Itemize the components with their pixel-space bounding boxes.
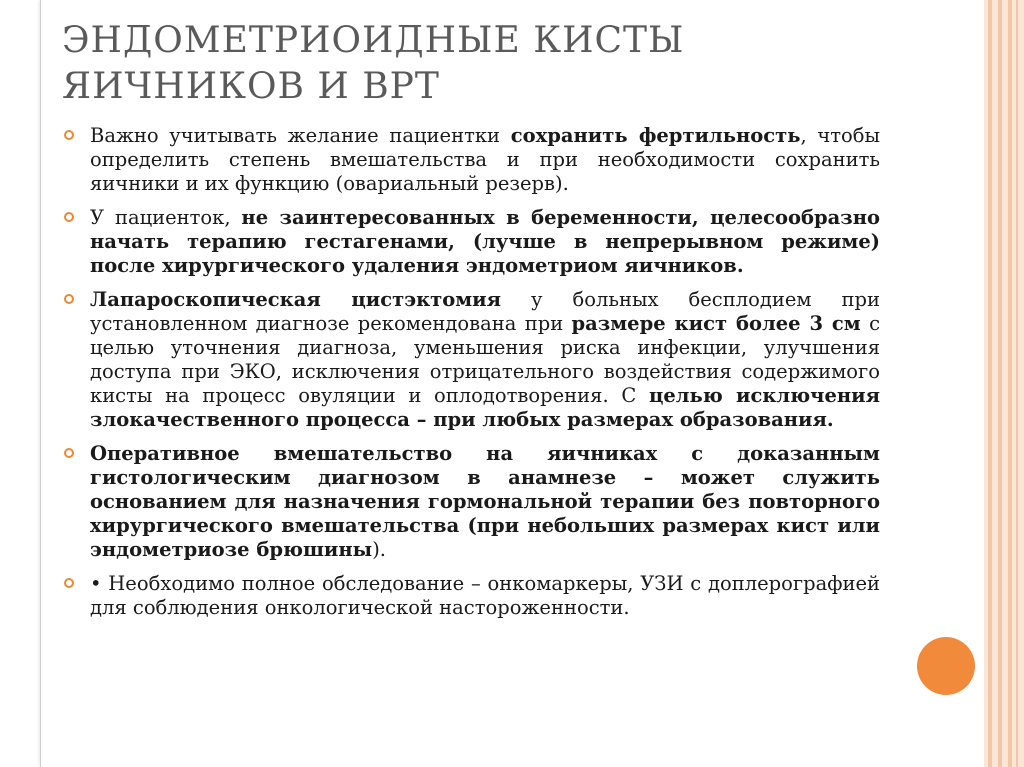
stripe bbox=[1016, 0, 1018, 767]
item-text: ). bbox=[372, 538, 387, 561]
stripe bbox=[998, 0, 1002, 767]
slide-title: ЭНДОМЕТРИОИДНЫЕ КИСТЫ ЯИЧНИКОВ И ВРТ bbox=[62, 20, 685, 107]
bullet-icon bbox=[64, 212, 74, 222]
item-text: , чтобы определить степень вмешательства и при необходимости сохранить яичники и их функцию (овариальный резерв). bbox=[90, 124, 881, 195]
list-item bbox=[64, 288, 880, 432]
stripe bbox=[1008, 0, 1012, 767]
item-text: У пациенток, bbox=[90, 206, 242, 229]
bullet-icon bbox=[64, 294, 74, 304]
list-item bbox=[64, 572, 880, 620]
item-text: Важно учитывать желание пациентки bbox=[90, 124, 511, 147]
bullet-icon bbox=[64, 578, 74, 588]
decorative-stripes bbox=[984, 0, 1024, 767]
decorative-circle bbox=[917, 637, 975, 695]
item-bold-text: размере кист более 3 см bbox=[571, 312, 861, 335]
item-bold-text: сохранить фертильность bbox=[510, 124, 801, 147]
bullet-icon bbox=[64, 448, 74, 458]
stripe bbox=[988, 0, 992, 767]
bullet-list bbox=[64, 124, 880, 630]
item-bold-text: Лапароскопическая цистэктомия bbox=[90, 288, 502, 311]
item-bold-text: не заинтересованных в беременности, целесообразно начать терапию гестагенами, (лучше в непрерывном режиме) после хирургического удаления эндометриом яичников. bbox=[90, 206, 880, 277]
list-item bbox=[64, 124, 880, 196]
item-text: • Необходимо полное обследование – онкомаркеры, УЗИ с доплерографией для соблюдения онкологической настороженности. bbox=[90, 572, 880, 619]
list-item bbox=[64, 442, 880, 562]
bullet-icon bbox=[64, 130, 74, 140]
item-bold-text: Оперативное вмешательство на яичниках с доказанным гистологическим диагнозом в анамнезе – может служить основанием для назначения гормональной терапии без повторного хирургического вмешательства (при небольших размерах кист или эндометриозе брюшины bbox=[90, 442, 880, 561]
item-bold-text: целью исключения злокачественного процесса – при любых размерах образования. bbox=[90, 384, 880, 431]
item-text: у больных бесплодием при установленном диагнозе рекомендована при bbox=[90, 288, 880, 335]
list-item bbox=[64, 206, 880, 278]
item-text: с целью уточнения диагноза, уменьшения риска инфекции, улучшения доступа при ЭКО, исключения отрицательного воздействия содержимого кисты на процесс овуляции и оплодотворения. С bbox=[90, 312, 880, 407]
